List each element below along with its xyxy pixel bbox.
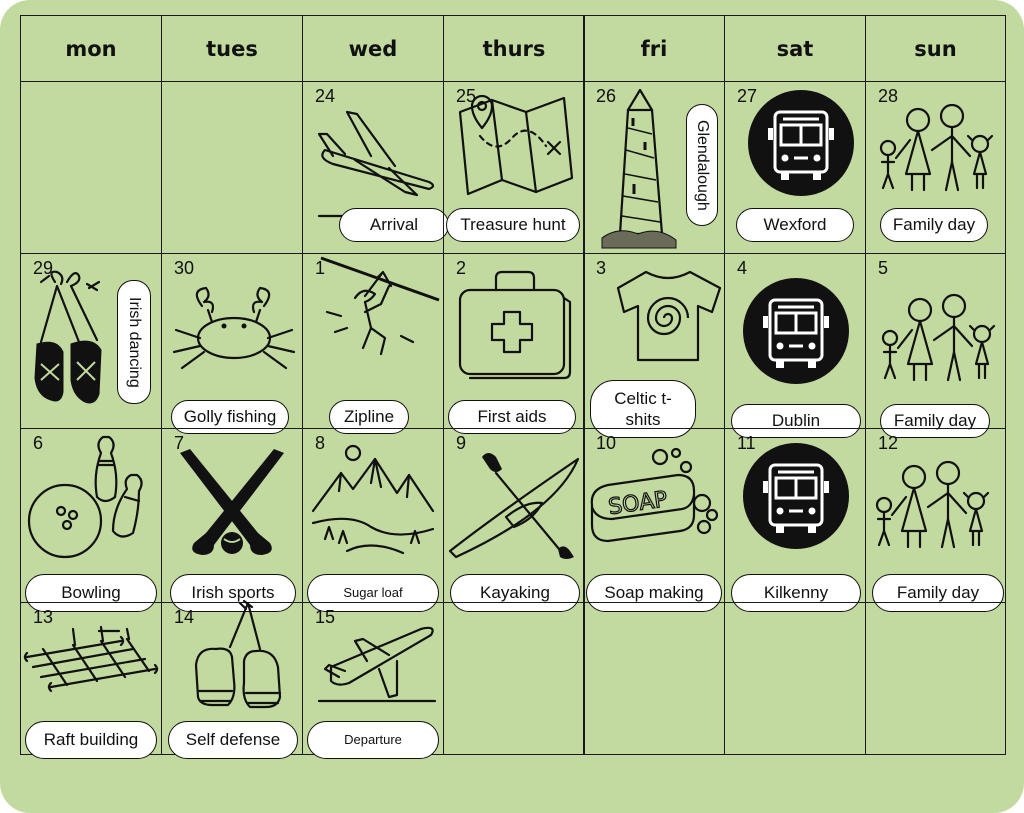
day-cell-11 <box>724 428 866 603</box>
day-number: 14 <box>174 607 195 627</box>
day-header-mon <box>20 15 162 82</box>
tshirt-icon <box>616 268 722 364</box>
activity-label: Family day <box>880 208 988 242</box>
day-cell-5 <box>865 253 1006 429</box>
hurling-sticks-icon <box>166 447 298 557</box>
activity-label: Irish sports <box>170 574 296 612</box>
day-header-label: thurs <box>482 36 546 61</box>
bus-icon <box>748 90 854 196</box>
first-aid-kit-icon <box>456 268 574 380</box>
family-icon <box>878 290 998 382</box>
day-number: 26 <box>596 86 617 106</box>
day-cell-3 <box>583 253 725 429</box>
activity-label: Dublin <box>731 404 861 438</box>
day-cell-15 <box>302 602 444 755</box>
day-number: 6 <box>33 433 44 453</box>
raft-icon <box>23 627 159 693</box>
day-cell-24 <box>302 81 444 254</box>
day-number: 12 <box>878 433 899 453</box>
day-header-label: mon <box>65 36 117 61</box>
day-cell-4 <box>724 253 866 429</box>
family-icon <box>876 100 996 192</box>
day-number: 29 <box>33 258 54 278</box>
bus-icon <box>743 443 849 549</box>
day-header-wed <box>302 15 444 82</box>
day-number: 9 <box>456 433 467 453</box>
day-header-sun <box>865 15 1006 82</box>
empty-day-cell <box>443 602 585 755</box>
bowling-icon <box>27 431 157 561</box>
airplane-icon <box>311 94 437 206</box>
dance-shoes-icon <box>27 268 119 418</box>
activity-label: Wexford <box>736 208 854 242</box>
activity-label: First aids <box>448 400 576 434</box>
day-number: 15 <box>315 607 336 627</box>
day-number: 1 <box>315 258 326 278</box>
day-cell-8 <box>302 428 444 603</box>
day-cell-14 <box>161 602 303 755</box>
family-icon <box>872 457 992 549</box>
day-header-fri <box>583 15 725 82</box>
day-cell-30 <box>161 253 303 429</box>
day-number: 25 <box>456 86 477 106</box>
kayak-icon <box>446 445 582 557</box>
day-number: 8 <box>315 433 326 453</box>
calendar-grid <box>20 15 1006 755</box>
activity-label: Zipline <box>329 400 409 434</box>
day-header-label: fri <box>640 36 668 61</box>
day-number: 11 <box>737 433 756 453</box>
empty-day-cell <box>724 602 866 755</box>
day-cell-12 <box>865 428 1006 603</box>
day-number: 10 <box>596 433 617 453</box>
empty-day-cell <box>161 81 303 254</box>
activity-label: Glendalough <box>686 104 718 226</box>
day-cell-29 <box>20 253 162 429</box>
activity-label: Celtic t- shits <box>590 380 696 438</box>
bus-icon <box>743 278 849 384</box>
treasure-map-icon <box>456 96 576 196</box>
soap-icon <box>586 445 722 549</box>
day-cell-13 <box>20 602 162 755</box>
activity-label: Kilkenny <box>731 574 861 612</box>
activity-label: Sugar loaf <box>307 574 439 612</box>
day-cell-27 <box>724 81 866 254</box>
day-header-sat <box>724 15 866 82</box>
round-tower-icon <box>598 88 678 252</box>
activity-label: Treasure hunt <box>446 208 580 242</box>
mountains-icon <box>311 443 435 555</box>
empty-day-cell <box>20 81 162 254</box>
svg-text:SOAP: SOAP <box>606 487 669 521</box>
airplane-departure-icon <box>315 621 439 703</box>
day-number: 13 <box>33 607 54 627</box>
day-cell-7 <box>161 428 303 603</box>
activity-label: Bowling <box>25 574 157 612</box>
day-header-thurs <box>443 15 585 82</box>
activity-label: Family day <box>872 574 1004 612</box>
activity-label: Self defense <box>168 721 298 759</box>
day-number: 24 <box>315 86 336 106</box>
day-number: 2 <box>456 258 467 278</box>
zipline-icon <box>319 256 441 368</box>
empty-day-cell <box>865 602 1006 755</box>
day-cell-2 <box>443 253 585 429</box>
day-number: 5 <box>878 258 889 278</box>
crab-icon <box>168 282 298 374</box>
day-header-label: tues <box>206 36 258 61</box>
activity-label: Soap making <box>586 574 722 612</box>
day-header-label: sat <box>776 36 814 61</box>
day-number: 27 <box>737 86 758 106</box>
day-header-label: wed <box>348 36 398 61</box>
day-header-tues <box>161 15 303 82</box>
day-number: 30 <box>174 258 195 278</box>
boxing-gloves-icon <box>186 601 286 711</box>
day-header-label: sun <box>914 36 957 61</box>
day-number: 4 <box>737 258 748 278</box>
day-number: 7 <box>174 433 185 453</box>
day-cell-9 <box>443 428 585 603</box>
activity-label: Kayaking <box>450 574 580 612</box>
activity-label: Golly fishing <box>171 400 289 434</box>
activity-label: Family day <box>880 404 990 438</box>
day-cell-26 <box>583 81 725 254</box>
activity-label: Arrival <box>339 208 449 242</box>
activity-label: Departure <box>307 721 439 759</box>
day-cell-6 <box>20 428 162 603</box>
day-number: 28 <box>878 86 899 106</box>
day-cell-25 <box>443 81 585 254</box>
activity-label: Irish dancing <box>117 280 151 404</box>
empty-day-cell <box>583 602 725 755</box>
day-cell-10 <box>583 428 725 603</box>
activity-label: Raft building <box>25 721 157 759</box>
day-cell-28 <box>865 81 1006 254</box>
day-cell-1 <box>302 253 444 429</box>
day-number: 3 <box>596 258 607 278</box>
